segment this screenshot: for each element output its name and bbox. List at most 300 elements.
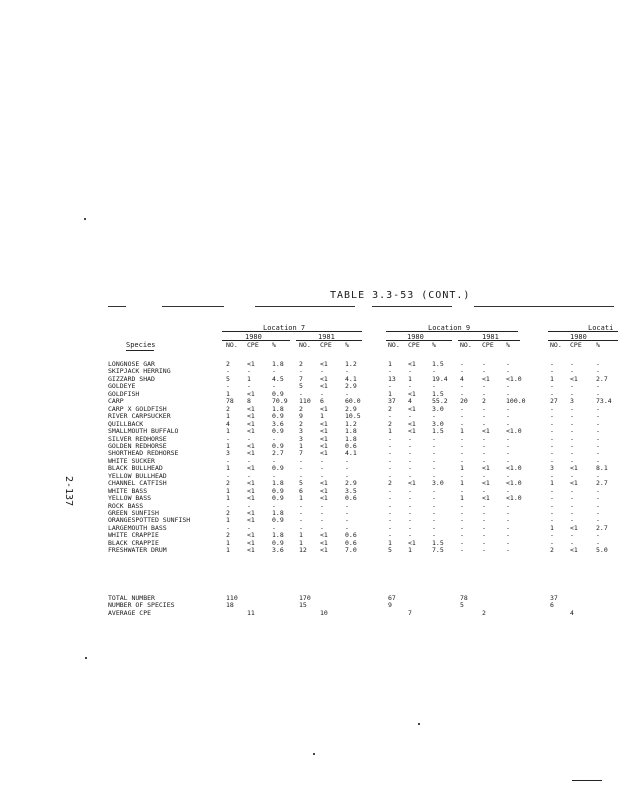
table-cell: - bbox=[482, 501, 486, 510]
table-cell: 3.0 bbox=[432, 479, 444, 488]
table-cell: - bbox=[570, 516, 574, 525]
table-cell: - bbox=[345, 389, 349, 398]
table-cell: - bbox=[550, 360, 554, 368]
table-cell: - bbox=[299, 389, 303, 398]
table-cell: <1 bbox=[570, 374, 578, 383]
table-cell: 13 bbox=[388, 374, 396, 383]
table-cell: 1 bbox=[226, 486, 230, 495]
table-cell: 0.9 bbox=[272, 516, 284, 525]
table-cell: 3.6 bbox=[272, 419, 284, 428]
table-cell: 0.9 bbox=[272, 486, 284, 495]
column-header-l9_80-1: CPE bbox=[408, 341, 420, 349]
table-cell: - bbox=[408, 501, 412, 510]
total-value: 7 bbox=[408, 609, 412, 617]
table-cell: - bbox=[226, 382, 230, 391]
location-9-header: Location 9 bbox=[428, 324, 471, 332]
table-cell: - bbox=[345, 367, 349, 376]
table-cell: - bbox=[596, 456, 600, 465]
table-cell: 2 bbox=[299, 404, 303, 413]
table-cell: - bbox=[388, 471, 392, 480]
species-header: Species bbox=[126, 341, 156, 349]
table-cell: 1 bbox=[226, 494, 230, 503]
table-cell: - bbox=[506, 546, 510, 555]
table-cell: - bbox=[482, 546, 486, 555]
table-cell: - bbox=[460, 382, 464, 391]
table-cell: 2 bbox=[226, 531, 230, 540]
table-cell: 1 bbox=[408, 546, 412, 555]
table-cell: - bbox=[596, 412, 600, 421]
total-value: 10 bbox=[320, 609, 328, 617]
table-cell: 7.0 bbox=[345, 546, 357, 555]
table-cell: - bbox=[320, 367, 324, 376]
table-cell: - bbox=[460, 516, 464, 525]
table-cell: - bbox=[596, 367, 600, 376]
species-name: WHITE CRAPPIE bbox=[108, 531, 159, 540]
table-cell: <1 bbox=[247, 464, 255, 473]
table-cell: 12 bbox=[299, 546, 307, 555]
table-cell: 0.6 bbox=[345, 494, 357, 503]
table-cell: - bbox=[432, 509, 436, 517]
table-cell: 5 bbox=[388, 546, 392, 555]
table-cell: - bbox=[320, 501, 324, 510]
species-name: YELLOW BASS bbox=[108, 494, 152, 503]
table-cell: 1 bbox=[226, 441, 230, 450]
table-cell: - bbox=[570, 456, 574, 465]
table-cell: - bbox=[506, 419, 510, 428]
table-cell: 2 bbox=[226, 360, 230, 368]
l9-year-1981: 1981 bbox=[482, 333, 499, 341]
total-value: 15 bbox=[299, 601, 307, 609]
table-cell: - bbox=[482, 404, 486, 413]
table-cell: 1.5 bbox=[432, 538, 444, 547]
table-cell: 1.5 bbox=[432, 360, 444, 368]
table-cell: <1 bbox=[408, 389, 416, 398]
table-cell: - bbox=[388, 367, 392, 376]
table-cell: - bbox=[506, 471, 510, 480]
table-cell: 2.7 bbox=[596, 479, 608, 488]
table-cell: 3 bbox=[550, 464, 554, 473]
table-cell: - bbox=[482, 523, 486, 532]
table-cell: 1.8 bbox=[345, 434, 357, 443]
table-cell: <1 bbox=[247, 486, 255, 495]
table-cell: - bbox=[482, 486, 486, 495]
table-cell: 0.9 bbox=[272, 441, 284, 450]
table-cell: 1 bbox=[460, 464, 464, 473]
table-cell: - bbox=[482, 360, 486, 368]
table-cell: <1 bbox=[247, 531, 255, 540]
table-cell: - bbox=[226, 367, 230, 376]
table-cell: - bbox=[388, 441, 392, 450]
table-cell: - bbox=[272, 367, 276, 376]
total-value: 6 bbox=[550, 601, 554, 609]
table-cell: - bbox=[506, 382, 510, 391]
table-cell: 1.8 bbox=[272, 531, 284, 540]
table-cell: - bbox=[388, 523, 392, 532]
table-cell: 10.5 bbox=[345, 412, 361, 421]
table-cell: - bbox=[320, 389, 324, 398]
location-10-rule bbox=[548, 331, 618, 332]
table-cell: - bbox=[460, 501, 464, 510]
species-name: ORANGESPOTTED SUNFISH bbox=[108, 516, 191, 525]
table-cell: 9 bbox=[299, 412, 303, 421]
table-cell: 2.9 bbox=[345, 382, 357, 391]
table-cell: <1 bbox=[247, 389, 255, 398]
table-cell: - bbox=[460, 449, 464, 458]
table-cell: 1.2 bbox=[345, 360, 357, 368]
table-cell: - bbox=[408, 464, 412, 473]
table-cell: - bbox=[226, 434, 230, 443]
table-cell: 27 bbox=[550, 397, 558, 406]
table-cell: - bbox=[506, 523, 510, 532]
table-cell: - bbox=[460, 486, 464, 495]
table-cell: - bbox=[345, 501, 349, 510]
table-cell: - bbox=[432, 486, 436, 495]
table-cell: - bbox=[506, 531, 510, 540]
table-cell: 1 bbox=[226, 427, 230, 436]
table-cell: 0.9 bbox=[272, 412, 284, 421]
table-cell: - bbox=[388, 486, 392, 495]
table-cell: - bbox=[506, 449, 510, 458]
table-cell: <1 bbox=[247, 538, 255, 547]
table-cell: - bbox=[247, 456, 251, 465]
table-cell: - bbox=[550, 427, 554, 436]
table-cell: - bbox=[388, 434, 392, 443]
table-cell: 1 bbox=[226, 464, 230, 473]
table-cell: 2 bbox=[388, 404, 392, 413]
table-cell: <1 bbox=[247, 516, 255, 525]
table-cell: 4.1 bbox=[345, 374, 357, 383]
table-cell: - bbox=[506, 360, 510, 368]
table-cell: - bbox=[482, 382, 486, 391]
table-cell: - bbox=[432, 516, 436, 525]
table-cell: <1.0 bbox=[506, 427, 522, 436]
column-header-l9_81-1: CPE bbox=[482, 341, 494, 349]
table-cell: <1 bbox=[482, 479, 490, 488]
table-cell: - bbox=[460, 419, 464, 428]
table-cell: - bbox=[299, 509, 303, 517]
table-cell: 1 bbox=[388, 427, 392, 436]
table-cell: - bbox=[272, 471, 276, 480]
table-cell: 0.6 bbox=[345, 538, 357, 547]
table-title: TABLE 3.3-53 (CONT.) bbox=[330, 290, 471, 301]
table-cell: - bbox=[550, 471, 554, 480]
table-cell: - bbox=[550, 434, 554, 443]
table-cell: <1 bbox=[247, 546, 255, 555]
table-cell: - bbox=[408, 382, 412, 391]
total-value: 67 bbox=[388, 594, 396, 602]
table-cell: <1 bbox=[320, 479, 328, 488]
column-header-l10_80-2: % bbox=[596, 341, 600, 349]
table-cell: - bbox=[432, 456, 436, 465]
table-cell: 1 bbox=[299, 538, 303, 547]
table-cell: 0.6 bbox=[345, 441, 357, 450]
table-cell: <1 bbox=[482, 464, 490, 473]
table-cell: 1.5 bbox=[432, 389, 444, 398]
table-cell: 1.8 bbox=[272, 479, 284, 488]
total-value: 5 bbox=[460, 601, 464, 609]
table-cell: - bbox=[550, 449, 554, 458]
table-cell: - bbox=[272, 523, 276, 532]
table-cell: - bbox=[482, 419, 486, 428]
table-cell: - bbox=[299, 464, 303, 473]
table-cell: 3 bbox=[299, 427, 303, 436]
table-cell: 1 bbox=[320, 412, 324, 421]
table-cell: - bbox=[550, 441, 554, 450]
table-cell: <1.0 bbox=[506, 494, 522, 503]
species-name: WHITE BASS bbox=[108, 486, 148, 495]
species-name: BLACK BULLHEAD bbox=[108, 464, 163, 473]
table-cell: 0.9 bbox=[272, 464, 284, 473]
table-cell: - bbox=[570, 501, 574, 510]
table-cell: - bbox=[226, 456, 230, 465]
total-value: 18 bbox=[226, 601, 234, 609]
table-cell: <1 bbox=[408, 479, 416, 488]
table-cell: 8.1 bbox=[596, 464, 608, 473]
table-cell: 1.8 bbox=[345, 427, 357, 436]
scan-speck bbox=[313, 753, 315, 755]
table-cell: 0.9 bbox=[272, 427, 284, 436]
table-cell: - bbox=[506, 441, 510, 450]
table-cell: 1 bbox=[226, 546, 230, 555]
table-cell: <1 bbox=[247, 509, 255, 517]
table-cell: <1 bbox=[482, 374, 490, 383]
table-cell: 1.8 bbox=[272, 404, 284, 413]
table-cell: <1 bbox=[320, 449, 328, 458]
table-cell: - bbox=[506, 501, 510, 510]
table-cell: - bbox=[345, 471, 349, 480]
table-cell: 1 bbox=[460, 479, 464, 488]
table-cell: <1 bbox=[570, 479, 578, 488]
column-header-l7_80-2: % bbox=[272, 341, 276, 349]
table-cell: - bbox=[506, 367, 510, 376]
table-cell: - bbox=[460, 523, 464, 532]
title-rule-4 bbox=[372, 306, 452, 307]
table-cell: 0.9 bbox=[272, 494, 284, 503]
table-cell: - bbox=[550, 412, 554, 421]
table-cell: <1 bbox=[247, 360, 255, 368]
table-cell: - bbox=[482, 509, 486, 517]
table-cell: - bbox=[460, 471, 464, 480]
table-cell: <1 bbox=[247, 427, 255, 436]
table-cell: 2 bbox=[226, 509, 230, 517]
table-cell: - bbox=[550, 501, 554, 510]
total-value: 9 bbox=[388, 601, 392, 609]
table-cell: - bbox=[550, 419, 554, 428]
table-cell: - bbox=[596, 427, 600, 436]
table-cell: <1 bbox=[320, 419, 328, 428]
table-cell: - bbox=[460, 367, 464, 376]
table-cell: - bbox=[460, 434, 464, 443]
table-cell: 2.9 bbox=[345, 479, 357, 488]
table-cell: 5.0 bbox=[596, 546, 608, 555]
table-cell: 3.0 bbox=[432, 404, 444, 413]
species-name: SKIPJACK HERRING bbox=[108, 367, 171, 376]
column-header-l10_80-0: NO. bbox=[550, 341, 562, 349]
table-cell: 55.2 bbox=[432, 397, 448, 406]
table-cell: <1 bbox=[320, 538, 328, 547]
table-cell: - bbox=[482, 367, 486, 376]
table-cell: - bbox=[550, 509, 554, 517]
table-cell: 1 bbox=[388, 538, 392, 547]
species-name: LONGNOSE GAR bbox=[108, 360, 155, 368]
table-cell: 0.9 bbox=[272, 389, 284, 398]
table-cell: - bbox=[320, 509, 324, 517]
table-cell: <1 bbox=[320, 441, 328, 450]
table-cell: - bbox=[345, 523, 349, 532]
table-cell: - bbox=[570, 434, 574, 443]
column-header-l9_81-2: % bbox=[506, 341, 510, 349]
table-cell: 1 bbox=[226, 538, 230, 547]
table-cell: 3 bbox=[570, 397, 574, 406]
table-cell: <1 bbox=[247, 404, 255, 413]
table-cell: <1 bbox=[247, 441, 255, 450]
table-cell: - bbox=[408, 494, 412, 503]
table-cell: - bbox=[299, 501, 303, 510]
table-cell: - bbox=[596, 434, 600, 443]
table-cell: 8 bbox=[247, 397, 251, 406]
table-cell: - bbox=[506, 456, 510, 465]
table-cell: - bbox=[506, 516, 510, 525]
table-cell: - bbox=[408, 449, 412, 458]
species-name: ROCK BASS bbox=[108, 501, 144, 510]
table-cell: <1 bbox=[570, 464, 578, 473]
table-cell: <1 bbox=[320, 382, 328, 391]
table-cell: - bbox=[482, 471, 486, 480]
table-cell: - bbox=[460, 360, 464, 368]
table-cell: - bbox=[506, 389, 510, 398]
species-name: RIVER CARPSUCKER bbox=[108, 412, 171, 421]
species-name: SILVER REDHORSE bbox=[108, 434, 167, 443]
l9-year-1980: 1980 bbox=[407, 333, 424, 341]
table-cell: - bbox=[272, 382, 276, 391]
table-cell: - bbox=[506, 404, 510, 413]
table-cell: <1 bbox=[247, 479, 255, 488]
table-cell: - bbox=[388, 494, 392, 503]
table-cell: - bbox=[320, 464, 324, 473]
table-cell: - bbox=[506, 538, 510, 547]
table-cell: 4.1 bbox=[345, 449, 357, 458]
table-cell: <1 bbox=[408, 360, 416, 368]
table-cell: - bbox=[482, 412, 486, 421]
table-cell: - bbox=[596, 404, 600, 413]
table-cell: <1.0 bbox=[506, 374, 522, 383]
table-cell: - bbox=[388, 464, 392, 473]
table-cell: 1 bbox=[226, 516, 230, 525]
table-cell: 1 bbox=[550, 523, 554, 532]
table-cell: <1 bbox=[408, 427, 416, 436]
species-name: LARGEMOUTH BASS bbox=[108, 523, 167, 532]
table-cell: - bbox=[550, 538, 554, 547]
table-cell: - bbox=[570, 382, 574, 391]
table-cell: - bbox=[388, 412, 392, 421]
table-cell: <1 bbox=[320, 374, 328, 383]
table-cell: - bbox=[388, 456, 392, 465]
table-cell: - bbox=[320, 471, 324, 480]
table-cell: 3.0 bbox=[432, 419, 444, 428]
table-cell: 5 bbox=[299, 479, 303, 488]
table-cell: - bbox=[596, 516, 600, 525]
table-cell: 1 bbox=[299, 531, 303, 540]
table-cell: - bbox=[482, 389, 486, 398]
table-cell: 1 bbox=[408, 374, 412, 383]
table-cell: 2 bbox=[482, 397, 486, 406]
table-cell: 0.9 bbox=[272, 538, 284, 547]
table-cell: - bbox=[345, 516, 349, 525]
table-cell: - bbox=[408, 523, 412, 532]
total-value: 37 bbox=[550, 594, 558, 602]
species-name: GREEN SUNFISH bbox=[108, 509, 159, 517]
location-9-rule bbox=[386, 331, 518, 332]
l10-year-1980: 1980 bbox=[570, 333, 587, 341]
table-cell: - bbox=[408, 471, 412, 480]
total-value: 4 bbox=[570, 609, 574, 617]
table-cell: <1 bbox=[320, 360, 328, 368]
column-header-l7_81-2: % bbox=[345, 341, 349, 349]
table-cell: - bbox=[596, 449, 600, 458]
table-cell: <1 bbox=[320, 404, 328, 413]
table-cell: - bbox=[388, 501, 392, 510]
table-cell: 3.6 bbox=[272, 546, 284, 555]
table-cell: - bbox=[226, 471, 230, 480]
total-value: 2 bbox=[482, 609, 486, 617]
table-cell: - bbox=[596, 389, 600, 398]
table-cell: <1 bbox=[482, 427, 490, 436]
species-name: SHORTHEAD REDHORSE bbox=[108, 449, 179, 458]
table-cell: - bbox=[506, 486, 510, 495]
table-cell: - bbox=[226, 501, 230, 510]
table-cell: - bbox=[345, 464, 349, 473]
table-cell: 2 bbox=[388, 479, 392, 488]
table-cell: 7.5 bbox=[432, 546, 444, 555]
table-cell: - bbox=[506, 509, 510, 517]
table-cell: - bbox=[432, 471, 436, 480]
table-cell: - bbox=[388, 509, 392, 517]
table-cell: - bbox=[570, 360, 574, 368]
table-cell: - bbox=[460, 456, 464, 465]
location-10-header: Locati bbox=[588, 324, 614, 332]
table-cell: - bbox=[570, 494, 574, 503]
table-cell: 4 bbox=[226, 419, 230, 428]
table-cell: - bbox=[226, 523, 230, 532]
table-cell: 2 bbox=[388, 419, 392, 428]
l7-year-1980: 1980 bbox=[245, 333, 262, 341]
total-label: NUMBER OF SPECIES bbox=[108, 601, 175, 609]
table-cell: 6 bbox=[299, 486, 303, 495]
column-header-l9_80-2: % bbox=[432, 341, 436, 349]
species-name: SMALLMOUTH BUFFALO bbox=[108, 427, 179, 436]
table-cell: - bbox=[596, 471, 600, 480]
table-cell: 6 bbox=[320, 397, 324, 406]
table-cell: - bbox=[247, 434, 251, 443]
table-cell: - bbox=[299, 471, 303, 480]
table-cell: - bbox=[408, 531, 412, 540]
table-cell: - bbox=[460, 389, 464, 398]
total-value: 110 bbox=[226, 594, 238, 602]
species-name: GIZZARD SHAD bbox=[108, 374, 155, 383]
table-cell: - bbox=[482, 441, 486, 450]
table-cell: - bbox=[550, 516, 554, 525]
table-cell: <1 bbox=[570, 523, 578, 532]
table-cell: - bbox=[408, 412, 412, 421]
table-cell: 3 bbox=[299, 434, 303, 443]
table-cell: 2 bbox=[550, 546, 554, 555]
table-cell: - bbox=[596, 382, 600, 391]
table-cell: <1 bbox=[320, 546, 328, 555]
table-cell: - bbox=[247, 382, 251, 391]
table-cell: - bbox=[550, 456, 554, 465]
table-cell: 4 bbox=[460, 374, 464, 383]
scan-speck bbox=[418, 723, 420, 725]
